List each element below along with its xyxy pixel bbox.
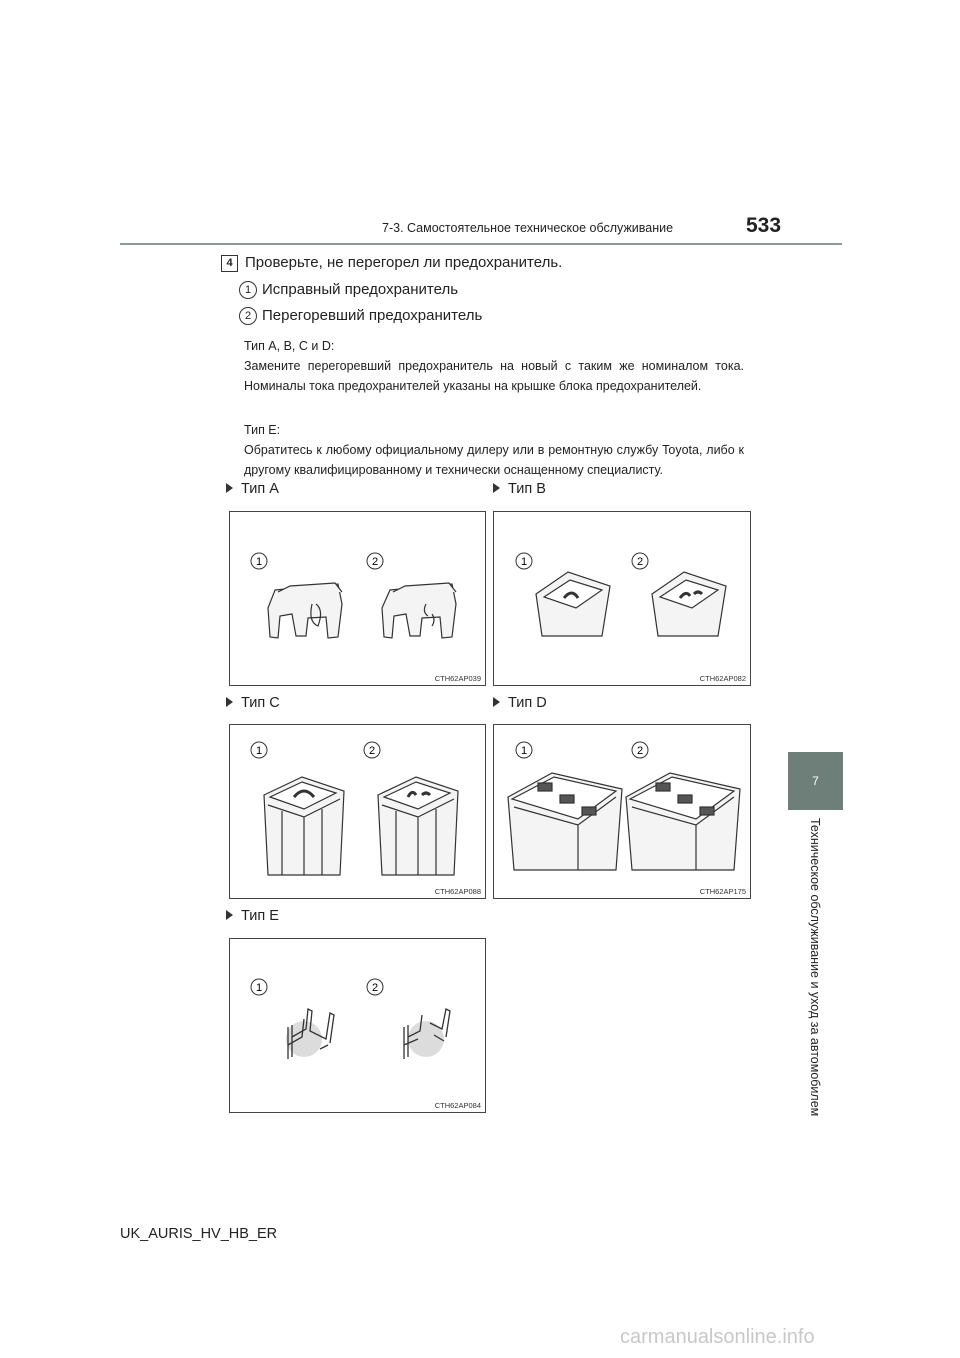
cartridge-fuse-illustration: [494, 725, 752, 900]
step-text: Проверьте, не перегорел ли предохранитель.: [245, 254, 563, 271]
triangle-bullet-icon: [226, 910, 233, 920]
triangle-bullet-icon: [226, 483, 233, 493]
cartridge-fuse-illustration: [494, 512, 752, 687]
blade-fuse-illustration: [230, 512, 487, 687]
triangle-bullet-icon: [493, 483, 500, 493]
figure-label: Тип B: [493, 481, 546, 497]
watermark: carmanualsonline.info: [620, 1326, 815, 1348]
svg-text:1: 1: [520, 556, 528, 568]
figure-label: Тип A: [226, 481, 279, 497]
document-code: UK_AURIS_HV_HB_ER: [120, 1226, 278, 1242]
note-heading: Тип E:: [244, 423, 281, 437]
figure-code: CTH62AP175: [699, 887, 746, 896]
figure-code: CTH62AP039: [434, 674, 481, 683]
list-item: [239, 307, 482, 325]
item-label: Исправный предохранитель: [262, 281, 459, 298]
figure-type-c: [229, 724, 486, 899]
triangle-bullet-icon: [226, 697, 233, 707]
svg-text:1: 1: [255, 556, 263, 568]
figure-type-d: [493, 724, 751, 899]
chapter-title: Техническое обслуживание и уход за автомобилем: [808, 818, 822, 1117]
step-instruction: [221, 254, 562, 272]
triangle-bullet-icon: [493, 697, 500, 707]
svg-text:1: 1: [520, 745, 528, 757]
svg-text:1: 1: [255, 982, 263, 994]
note-text: Замените перегоревший предохранитель на новый с таким же номиналом тока. Номиналы тока предохранителей указаны на крышке блока предохранителей.: [244, 359, 744, 393]
chapter-number: 7: [812, 774, 819, 788]
svg-text:2: 2: [368, 745, 376, 757]
figure-label: Тип D: [493, 695, 547, 711]
figure-code: CTH62AP084: [434, 1101, 481, 1110]
page-number: 533: [746, 214, 782, 237]
chapter-tab[interactable]: [788, 752, 843, 810]
figure-type-b: [493, 511, 751, 686]
callout-number: 1: [239, 281, 257, 299]
header-divider: [120, 243, 842, 245]
figure-label: Тип C: [226, 695, 280, 711]
figure-label: Тип E: [226, 908, 279, 924]
note-heading: Тип A, B, C и D:: [244, 339, 335, 353]
figure-type-e: [229, 938, 486, 1113]
figure-type-a: [229, 511, 486, 686]
callout-number: 2: [239, 307, 257, 325]
figure-code: CTH62AP088: [434, 887, 481, 896]
note-text: Обратитесь к любому официальному дилеру или в ремонтную службу Toyota, либо к другому квалифицированному и технически оснащенному специалисту.: [244, 443, 744, 477]
fusible-link-illustration: [230, 939, 487, 1114]
figure-code: CTH62AP082: [699, 674, 746, 683]
step-number: 4: [221, 255, 238, 272]
cartridge-fuse-illustration: [230, 725, 487, 900]
svg-text:2: 2: [371, 982, 379, 994]
section-title: 7-3. Самостоятельное техническое обслуживание: [382, 221, 674, 235]
svg-text:2: 2: [636, 745, 644, 757]
svg-text:1: 1: [255, 745, 263, 757]
svg-text:2: 2: [371, 556, 379, 568]
item-label: Перегоревший предохранитель: [262, 307, 483, 324]
svg-text:2: 2: [636, 556, 644, 568]
list-item: [239, 281, 458, 299]
